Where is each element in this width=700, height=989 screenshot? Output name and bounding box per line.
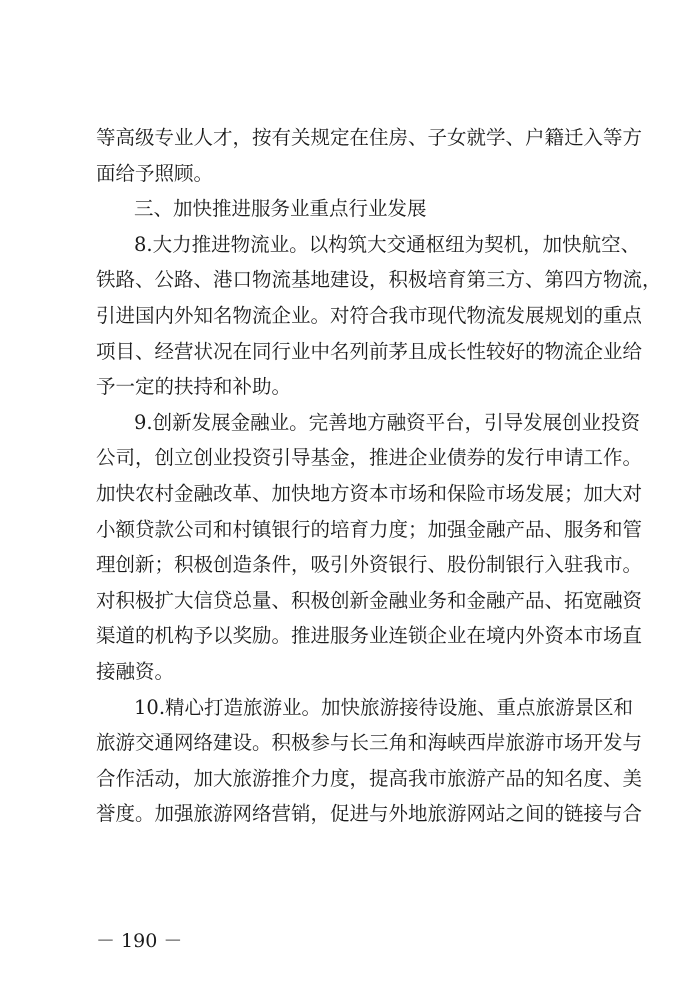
text-line: 项目、经营状况在同行业中名列前茅且成长性较好的物流企业给 — [96, 339, 643, 363]
page-number: － 190 － — [96, 930, 183, 952]
text-line: 公司，创立创业投资引导基金，推进企业债券的发行申请工作。 — [96, 446, 643, 470]
text-line: 接融资。 — [96, 659, 175, 683]
text-line: 引进国内外知名物流企业。对符合我市现代物流发展规划的重点 — [96, 303, 643, 327]
paragraph-start: 9.创新发展金融业。完善地方融资平台，引导发展创业投资 — [134, 410, 641, 434]
text-line: 等高级专业人才，按有关规定在住房、子女就学、户籍迁入等方 — [96, 126, 643, 149]
text-line: 誉度。加强旅游网络营销，促进与外地旅游网站之间的链接与合 — [96, 802, 643, 826]
text-line: 面给予照顾。 — [96, 161, 214, 185]
text-line: 旅游交通网络建设。积极参与长三角和海峡西岸旅游市场开发与 — [96, 731, 643, 755]
body-text — [96, 120, 662, 832]
paragraph-start: 10.精心打造旅游业。加快旅游接待设施、重点旅游景区和 — [134, 695, 634, 719]
text-line: 理创新；积极创造条件，吸引外资银行、股份制银行入驻我市。 — [96, 553, 643, 577]
text-line: 渠道的机构予以奖励。推进服务业连锁企业在境内外资本市场直 — [96, 624, 643, 648]
text-line: 铁路、公路、港口物流基地建设，积极培育第三方、第四方物流， — [96, 268, 662, 292]
section-heading: 三、加快推进服务业重点行业发展 — [134, 197, 427, 221]
text-line: 加快农村金融改革、加快地方资本市场和保险市场发展；加大对 — [96, 481, 643, 505]
text-line: 小额贷款公司和村镇银行的培育力度；加强金融产品、服务和管 — [96, 517, 643, 541]
text-line: 对积极扩大信贷总量、积极创新金融业务和金融产品、拓宽融资 — [96, 588, 643, 612]
text-line: 合作活动，加大旅游推介力度，提高我市旅游产品的知名度、美 — [96, 766, 643, 790]
paragraph-start: 8.大力推进物流业。以构筑大交通枢纽为契机，加快航空、 — [134, 232, 641, 256]
text-line: 予一定的扶持和补助。 — [96, 375, 292, 399]
